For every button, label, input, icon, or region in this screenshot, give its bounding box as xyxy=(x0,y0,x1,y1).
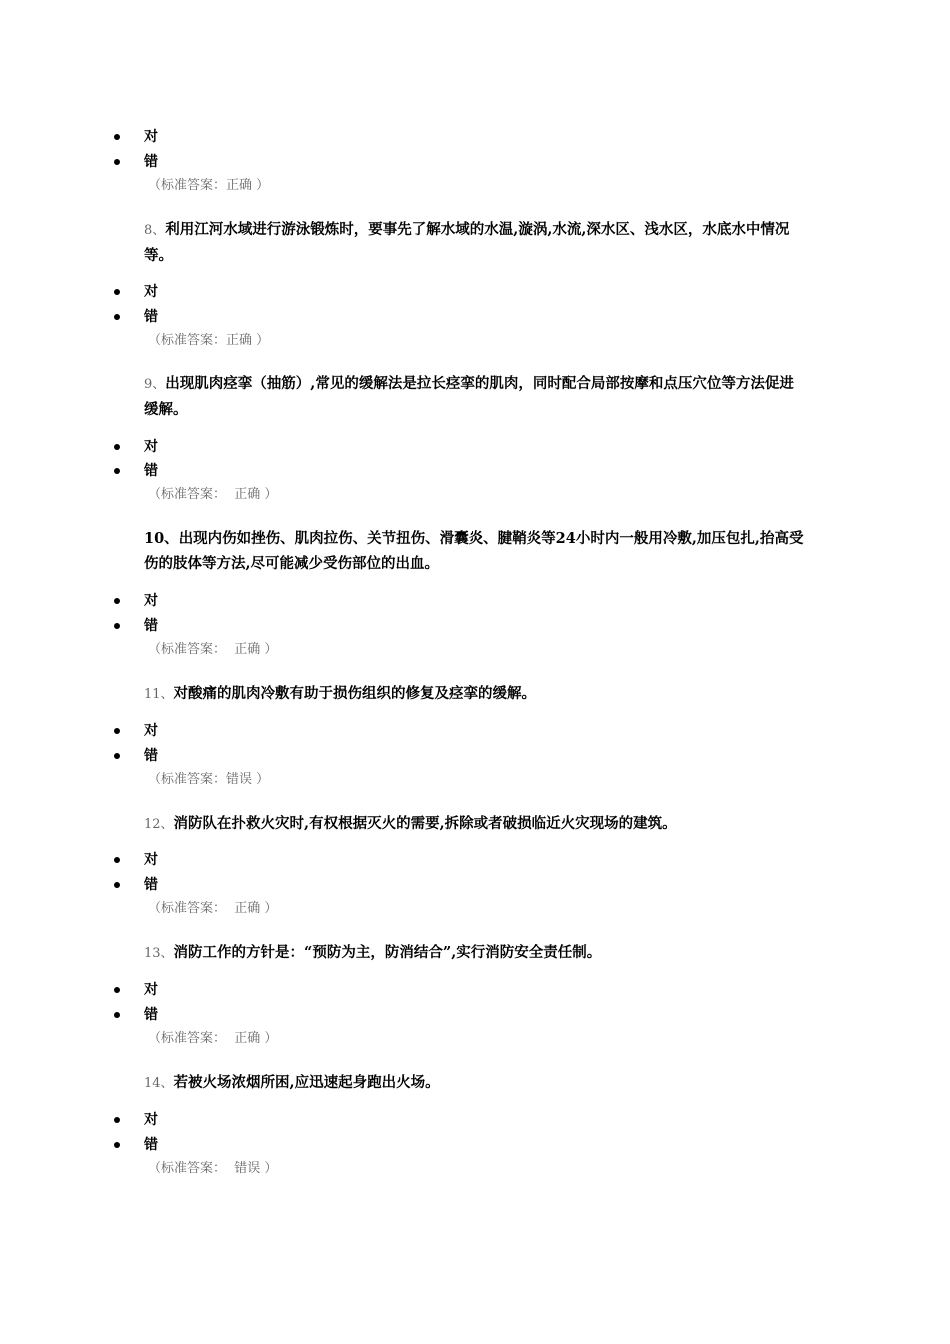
option-false[interactable] xyxy=(0,1005,300,1027)
bullet-icon xyxy=(114,598,120,604)
question-number: 13、 xyxy=(144,946,174,961)
question-number: 14、 xyxy=(144,1076,174,1091)
option-label: 对 xyxy=(144,852,158,868)
option-label: 对 xyxy=(144,439,158,455)
option-label: 对 xyxy=(144,129,158,145)
bullet-icon xyxy=(114,882,120,888)
option-true[interactable] xyxy=(0,980,300,1002)
option-label: 对 xyxy=(144,593,158,609)
bullet-icon xyxy=(114,1142,120,1148)
question-body: 对酸痛的肌肉冷敷有助于损伤组织的修复及痉挛的缓解。 xyxy=(173,685,537,702)
bullet-icon xyxy=(114,289,120,295)
option-label: 错 xyxy=(144,1007,158,1023)
bullet-icon xyxy=(114,1117,120,1123)
option-true[interactable] xyxy=(0,850,300,872)
question-text xyxy=(144,526,804,576)
question-body: 出现肌肉痉挛（抽筋）,常见的缓解法是拉长痉挛的肌肉，同时配合局部按摩和点压穴位等方法促进缓解。 xyxy=(144,375,794,418)
option-label: 错 xyxy=(144,463,158,479)
bullet-icon xyxy=(114,753,120,759)
bullet-icon xyxy=(114,444,120,450)
standard-answer: （标准答案： 正确 ） xyxy=(148,901,278,916)
option-false[interactable] xyxy=(0,307,300,329)
option-false[interactable] xyxy=(0,746,300,768)
question-body: 出现内伤如挫伤、肌肉拉伤、关节扭伤、滑囊炎、腱鞘炎等24小时内一般用冷敷,加压包扎,抬高受伤的肢体等方法,尽可能减少受伤部位的出血。 xyxy=(144,530,804,572)
standard-answer: （标准答案：正确 ） xyxy=(148,178,270,193)
bullet-icon xyxy=(114,1012,120,1018)
bullet-icon xyxy=(114,159,120,165)
option-label: 错 xyxy=(144,748,158,764)
standard-answer: （标准答案： 正确 ） xyxy=(148,1031,278,1046)
question-text xyxy=(144,811,804,837)
option-true[interactable] xyxy=(0,591,300,613)
bullet-icon xyxy=(114,468,120,474)
option-true[interactable] xyxy=(0,1110,300,1132)
option-false[interactable] xyxy=(0,875,300,897)
question-number: 12、 xyxy=(144,817,174,832)
option-false[interactable] xyxy=(0,152,300,174)
question-body: 消防队在扑救火灾时,有权根据灭火的需要,拆除或者破损临近火灾现场的建筑。 xyxy=(173,815,677,832)
bullet-icon xyxy=(114,623,120,629)
question-text xyxy=(144,681,804,707)
standard-answer: （标准答案：正确 ） xyxy=(148,333,270,348)
standard-answer: （标准答案： 正确 ） xyxy=(148,642,278,657)
option-label: 错 xyxy=(144,309,158,325)
question-body: 消防工作的方针是：“预防为主，防消结合”,实行消防安全责任制。 xyxy=(173,944,602,961)
standard-answer: （标准答案： 正确 ） xyxy=(148,487,278,502)
option-false[interactable] xyxy=(0,461,300,483)
bullet-icon xyxy=(114,857,120,863)
question-text xyxy=(144,1070,804,1096)
option-false[interactable] xyxy=(0,1135,300,1157)
question-number: 11、 xyxy=(144,687,174,702)
question-body: 若被火场浓烟所困,应迅速起身跑出火场。 xyxy=(173,1074,440,1091)
question-text xyxy=(144,371,804,422)
option-true[interactable] xyxy=(0,282,300,304)
bullet-icon xyxy=(114,134,120,140)
option-false[interactable] xyxy=(0,616,300,638)
option-label: 对 xyxy=(144,982,158,998)
option-label: 错 xyxy=(144,877,158,893)
question-text xyxy=(144,217,804,268)
option-label: 对 xyxy=(144,723,158,739)
question-text xyxy=(144,940,804,966)
option-true[interactable] xyxy=(0,127,300,149)
option-true[interactable] xyxy=(0,437,300,459)
option-label: 错 xyxy=(144,618,158,634)
option-label: 对 xyxy=(144,284,158,300)
standard-answer: （标准答案： 错误 ） xyxy=(148,1161,278,1176)
option-label: 错 xyxy=(144,1137,158,1153)
question-number: 10、 xyxy=(144,530,179,547)
question-number: 8、 xyxy=(144,223,166,238)
standard-answer: （标准答案：错误 ） xyxy=(148,772,270,787)
option-label: 对 xyxy=(144,1112,158,1128)
question-number: 9、 xyxy=(144,377,166,392)
bullet-icon xyxy=(114,728,120,734)
option-true[interactable] xyxy=(0,721,300,743)
bullet-icon xyxy=(114,314,120,320)
option-label: 错 xyxy=(144,154,158,170)
bullet-icon xyxy=(114,987,120,993)
question-body: 利用江河水域进行游泳锻炼时，要事先了解水域的水温,漩涡,水流,深水区、浅水区，水底水中情况等。 xyxy=(144,221,790,264)
